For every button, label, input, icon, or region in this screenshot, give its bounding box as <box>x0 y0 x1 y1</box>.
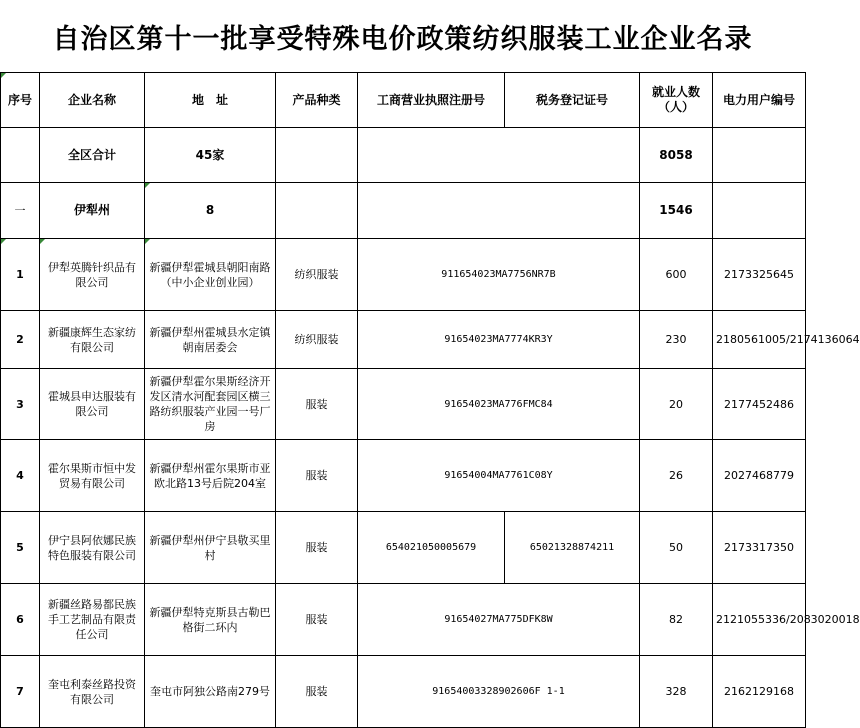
row-address[interactable]: 新疆伊犁州霍尔果斯市亚欧北路13号后院204室 <box>145 440 276 512</box>
table-row <box>1 440 806 512</box>
row-name[interactable]: 霍城县申达服装有限公司 <box>40 369 145 440</box>
row-seq[interactable]: 5 <box>1 512 40 584</box>
row-seq[interactable]: 3 <box>1 369 40 440</box>
row-employees[interactable]: 20 <box>640 369 713 440</box>
row-name[interactable]: 新疆丝路易都民族手工艺制品有限责任公司 <box>40 584 145 656</box>
region-row <box>1 183 806 239</box>
cell-empty[interactable] <box>276 183 358 239</box>
row-license[interactable]: 654021050005679 <box>358 512 505 584</box>
header-product[interactable]: 产品种类 <box>276 73 358 128</box>
row-license[interactable]: 91654023MA776FMC84 <box>358 369 640 440</box>
table-row <box>1 512 806 584</box>
row-power[interactable]: 2162129168 <box>713 656 806 728</box>
row-seq[interactable]: 7 <box>1 656 40 728</box>
header-row <box>1 73 806 128</box>
cell-empty[interactable] <box>358 183 640 239</box>
cell-empty[interactable] <box>276 128 358 183</box>
row-license[interactable]: 91654003328902606F 1-1 <box>358 656 640 728</box>
header-employees[interactable]: 就业人数（人） <box>640 73 713 128</box>
row-power[interactable]: 2027468779 <box>713 440 806 512</box>
region-employees[interactable]: 1546 <box>640 183 713 239</box>
row-address[interactable]: 新疆伊犁州伊宁县敬买里村 <box>145 512 276 584</box>
row-name[interactable]: 伊犁英腾针织品有限公司 <box>40 239 145 311</box>
row-address[interactable]: 新疆伊犁霍城县朝阳南路（中小企业创业园） <box>145 239 276 311</box>
sheet-title: 自治区第十一批享受特殊电价政策纺织服装工业企业名录 <box>0 0 805 73</box>
row-license[interactable]: 91654023MA7774KR3Y <box>358 311 640 369</box>
row-address[interactable]: 新疆伊犁特克斯县古勒巴格街二环内 <box>145 584 276 656</box>
table-row <box>1 656 806 728</box>
row-product[interactable]: 服装 <box>276 440 358 512</box>
row-power[interactable]: 2177452486 <box>713 369 806 440</box>
row-employees[interactable]: 26 <box>640 440 713 512</box>
row-employees[interactable]: 600 <box>640 239 713 311</box>
header-license[interactable]: 工商营业执照注册号 <box>358 73 505 128</box>
table-row <box>1 239 806 311</box>
row-power[interactable]: 2121055336/2083020018 <box>713 584 806 656</box>
row-employees[interactable]: 230 <box>640 311 713 369</box>
total-count[interactable]: 45家 <box>145 128 276 183</box>
cell-empty[interactable] <box>713 128 806 183</box>
header-power[interactable]: 电力用户编号 <box>713 73 806 128</box>
row-product[interactable]: 纺织服装 <box>276 239 358 311</box>
row-seq[interactable]: 2 <box>1 311 40 369</box>
table-row <box>1 311 806 369</box>
header-name[interactable]: 企业名称 <box>40 73 145 128</box>
cell-empty[interactable] <box>1 128 40 183</box>
row-license[interactable]: 911654023MA7756NR7B <box>358 239 640 311</box>
row-name[interactable]: 霍尔果斯市恒中发贸易有限公司 <box>40 440 145 512</box>
header-tax[interactable]: 税务登记证号 <box>505 73 640 128</box>
row-employees[interactable]: 328 <box>640 656 713 728</box>
row-seq[interactable]: 4 <box>1 440 40 512</box>
row-employees[interactable]: 82 <box>640 584 713 656</box>
region-name[interactable]: 伊犁州 <box>40 183 145 239</box>
row-name[interactable]: 伊宁县阿依娜民族特色服装有限公司 <box>40 512 145 584</box>
row-product[interactable]: 服装 <box>276 369 358 440</box>
header-seq[interactable]: 序号 <box>1 73 40 128</box>
table-row <box>1 369 806 440</box>
row-license[interactable]: 91654027MA775DFK8W <box>358 584 640 656</box>
row-address[interactable]: 新疆伊犁州霍城县水定镇朝南居委会 <box>145 311 276 369</box>
row-license[interactable]: 91654004MA7761C08Y <box>358 440 640 512</box>
row-seq[interactable]: 1 <box>1 239 40 311</box>
row-product[interactable]: 服装 <box>276 584 358 656</box>
row-name[interactable]: 新疆康辉生态家纺有限公司 <box>40 311 145 369</box>
total-row <box>1 128 806 183</box>
row-product[interactable]: 服装 <box>276 512 358 584</box>
row-address[interactable]: 奎屯市阿独公路南279号 <box>145 656 276 728</box>
table-row <box>1 584 806 656</box>
row-seq[interactable]: 6 <box>1 584 40 656</box>
row-address[interactable]: 新疆伊犁霍尔果斯经济开发区清水河配套园区横三路纺织服装产业园一号厂房 <box>145 369 276 440</box>
total-employees[interactable]: 8058 <box>640 128 713 183</box>
row-name[interactable]: 奎屯利泰丝路投资有限公司 <box>40 656 145 728</box>
row-power[interactable]: 2173317350 <box>713 512 806 584</box>
row-product[interactable]: 服装 <box>276 656 358 728</box>
row-product[interactable]: 纺织服装 <box>276 311 358 369</box>
cell-empty[interactable] <box>358 128 640 183</box>
row-tax[interactable]: 65021328874211 <box>505 512 640 584</box>
region-seq[interactable]: 一 <box>1 183 40 239</box>
header-address[interactable]: 地 址 <box>145 73 276 128</box>
row-power[interactable]: 2180561005/2174136064 <box>713 311 806 369</box>
cell-empty[interactable] <box>713 183 806 239</box>
region-count[interactable]: 8 <box>145 183 276 239</box>
row-power[interactable]: 2173325645 <box>713 239 806 311</box>
total-label[interactable]: 全区合计 <box>40 128 145 183</box>
row-employees[interactable]: 50 <box>640 512 713 584</box>
enterprise-table <box>0 72 860 728</box>
